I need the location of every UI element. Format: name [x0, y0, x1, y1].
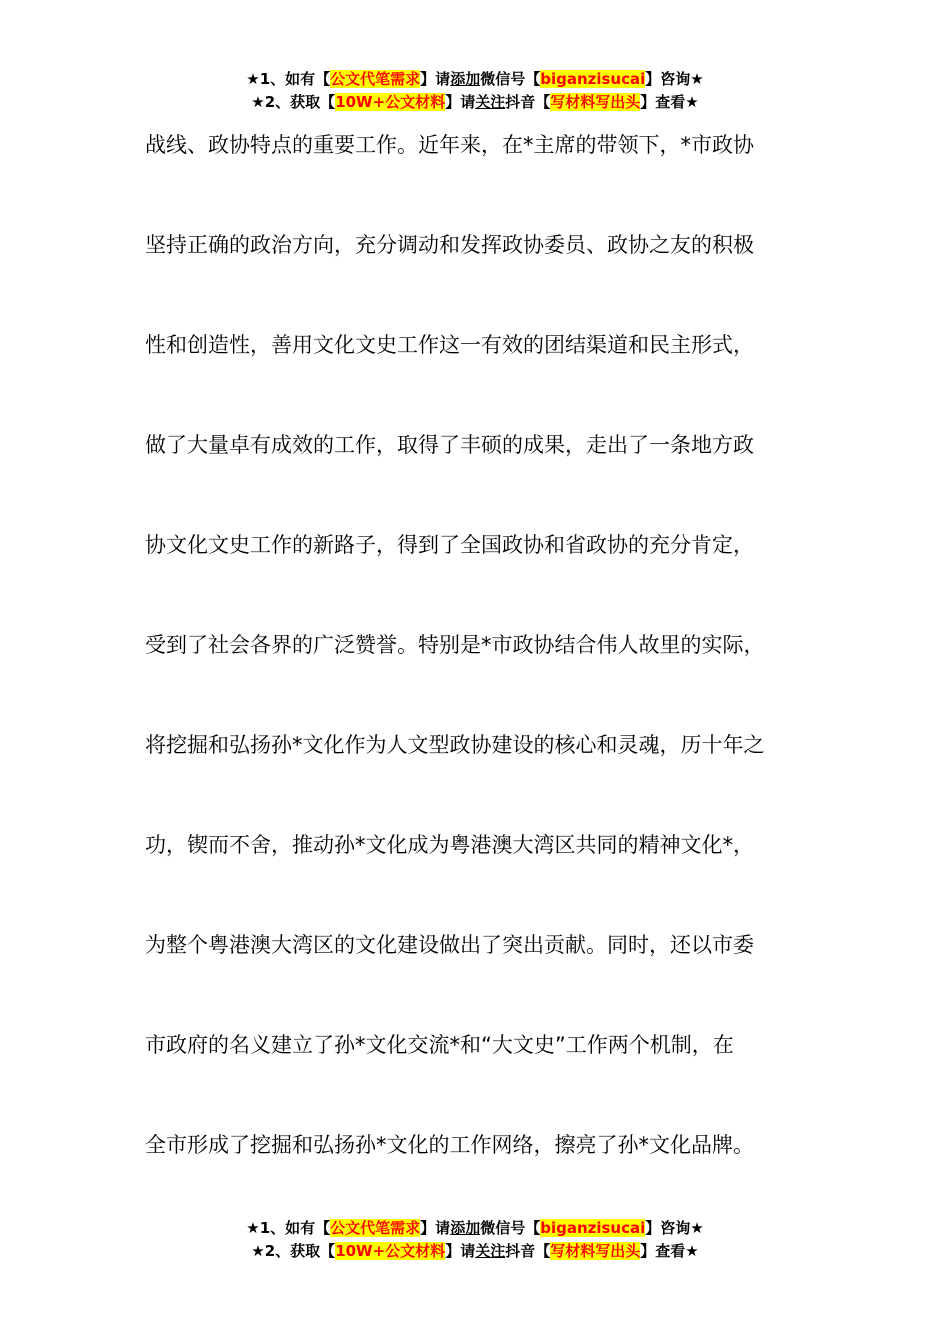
underlined-text: 关注: [475, 1242, 506, 1260]
banner-text: 】查看★: [640, 1242, 699, 1260]
document-body: [145, 122, 810, 1222]
highlight-service: 公文代笔需求: [330, 1219, 421, 1237]
banner-text: 】请: [420, 1219, 451, 1237]
banner-text: 】查看★: [640, 93, 699, 111]
banner-text: 抖音【: [505, 93, 551, 111]
banner-text: 】请: [420, 70, 451, 88]
banner-text: ★2、获取【: [251, 93, 336, 111]
underlined-text: 添加: [450, 70, 481, 88]
banner-text: 】咨询★: [645, 70, 704, 88]
paragraph-line: 战线、政协特点的重要工作。近年来，在*主席的带领下，*市政协: [145, 133, 754, 157]
highlight-douyin-id: 写材料写出头: [550, 1242, 641, 1260]
paragraph-line: 市政府的名义建立了孙*文化交流*和“大文史”工作两个机制，在: [145, 1033, 734, 1057]
banner-text: 抖音【: [505, 1242, 551, 1260]
underlined-text: 添加: [450, 1219, 481, 1237]
highlight-wechat-id: biganzisucai: [540, 1219, 646, 1237]
banner-text: ★1、如有【: [246, 1219, 331, 1237]
banner-text: 微信号【: [480, 1219, 541, 1237]
highlight-douyin-id: 写材料写出头: [550, 93, 641, 111]
paragraph-line: 功，锲而不舍，推动孙*文化成为粤港澳大湾区共同的精神文化*，: [145, 833, 754, 857]
banner-line-1: [0, 68, 950, 91]
banner-text: ★1、如有【: [246, 70, 331, 88]
paragraph-line: 性和创造性，善用文化文史工作这一有效的团结渠道和民主形式，: [145, 333, 754, 357]
banner-text: ★2、获取【: [251, 1242, 336, 1260]
paragraph-line: 坚持正确的政治方向，充分调动和发挥政协委员、政协之友的积极: [145, 233, 754, 257]
paragraph-line: 受到了社会各界的广泛赞誉。特别是*市政协结合伟人故里的实际，: [145, 633, 765, 657]
banner-text: 】咨询★: [645, 1219, 704, 1237]
underlined-text: 关注: [475, 93, 506, 111]
banner-text: 】请: [445, 93, 476, 111]
highlight-service: 公文代笔需求: [330, 70, 421, 88]
paragraph-line: 协文化文史工作的新路子，得到了全国政协和省政协的充分肯定，: [145, 533, 754, 557]
banner-line-1: [0, 1217, 950, 1240]
paragraph-line: 做了大量卓有成效的工作，取得了丰硕的成果，走出了一条地方政: [145, 433, 754, 457]
footer-banner: [0, 1217, 950, 1263]
banner-line-2: [0, 1240, 950, 1263]
highlight-wechat-id: biganzisucai: [540, 70, 646, 88]
header-banner: [0, 68, 950, 114]
paragraph-line: 将挖掘和弘扬孙*文化作为人文型政协建设的核心和灵魂，历十年之: [145, 733, 765, 757]
paragraph-line: 全市形成了挖掘和弘扬孙*文化的工作网络，擦亮了孙*文化品牌。: [145, 1133, 754, 1157]
highlight-materials: 10W+公文材料: [335, 1242, 446, 1260]
banner-text: 微信号【: [480, 70, 541, 88]
paragraph-line: 为整个粤港澳大湾区的文化建设做出了突出贡献。同时，还以市委: [145, 933, 754, 957]
highlight-materials: 10W+公文材料: [335, 93, 446, 111]
banner-line-2: [0, 91, 950, 114]
banner-text: 】请: [445, 1242, 476, 1260]
